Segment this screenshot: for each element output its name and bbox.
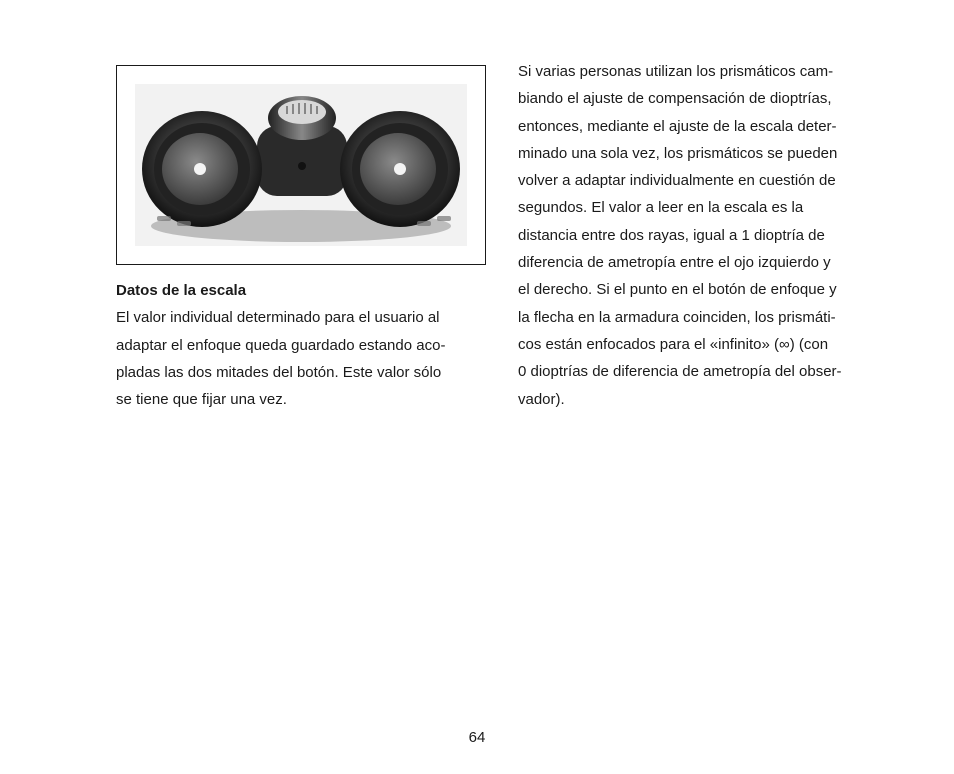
binoculars-photo — [116, 65, 486, 265]
text-line: volver a adaptar individualmente en cuestión de — [518, 172, 836, 190]
section-heading: Datos de la escala — [116, 282, 247, 299]
text-line: adaptar el enfoque queda guardado estando aco- — [116, 336, 446, 354]
binoculars-illustration — [117, 66, 485, 264]
text-line: entonces, mediante el ajuste de la escala deter- — [518, 117, 837, 135]
left-column — [116, 277, 491, 413]
page-number: 64 — [468, 729, 486, 746]
text-line: El valor individual determinado para el usuario al — [116, 309, 440, 327]
text-line: minado una sola vez, los prismáticos se pueden — [518, 144, 838, 162]
text-line: vador). — [518, 390, 565, 408]
text-line: se tiene que fijar una vez. — [116, 391, 287, 409]
text-line: cos están enfocados para el «infinito» (∞) (con — [518, 335, 829, 353]
text-line: la flecha en la armadura coinciden, los prismáti- — [518, 308, 836, 326]
text-line: biando el ajuste de compensación de dioptrías, — [518, 90, 832, 108]
left-paragraph — [116, 304, 491, 413]
text-line: Si varias personas utilizan los prismáticos cam- — [518, 63, 834, 80]
text-line: el derecho. Si el punto en el botón de enfoque y — [518, 281, 837, 299]
text-line: diferencia de ametropía entre el ojo izquierdo y — [518, 254, 831, 272]
right-paragraph — [518, 58, 890, 413]
right-column — [518, 58, 890, 413]
text-line: 0 dioptrías de diferencia de ametropía del obser- — [518, 363, 842, 381]
text-line: pladas las dos mitades del botón. Este valor sólo — [116, 363, 442, 381]
text-line: segundos. El valor a leer en la escala es la — [518, 199, 804, 217]
text-line: distancia entre dos rayas, igual a 1 dioptría de — [518, 226, 825, 244]
